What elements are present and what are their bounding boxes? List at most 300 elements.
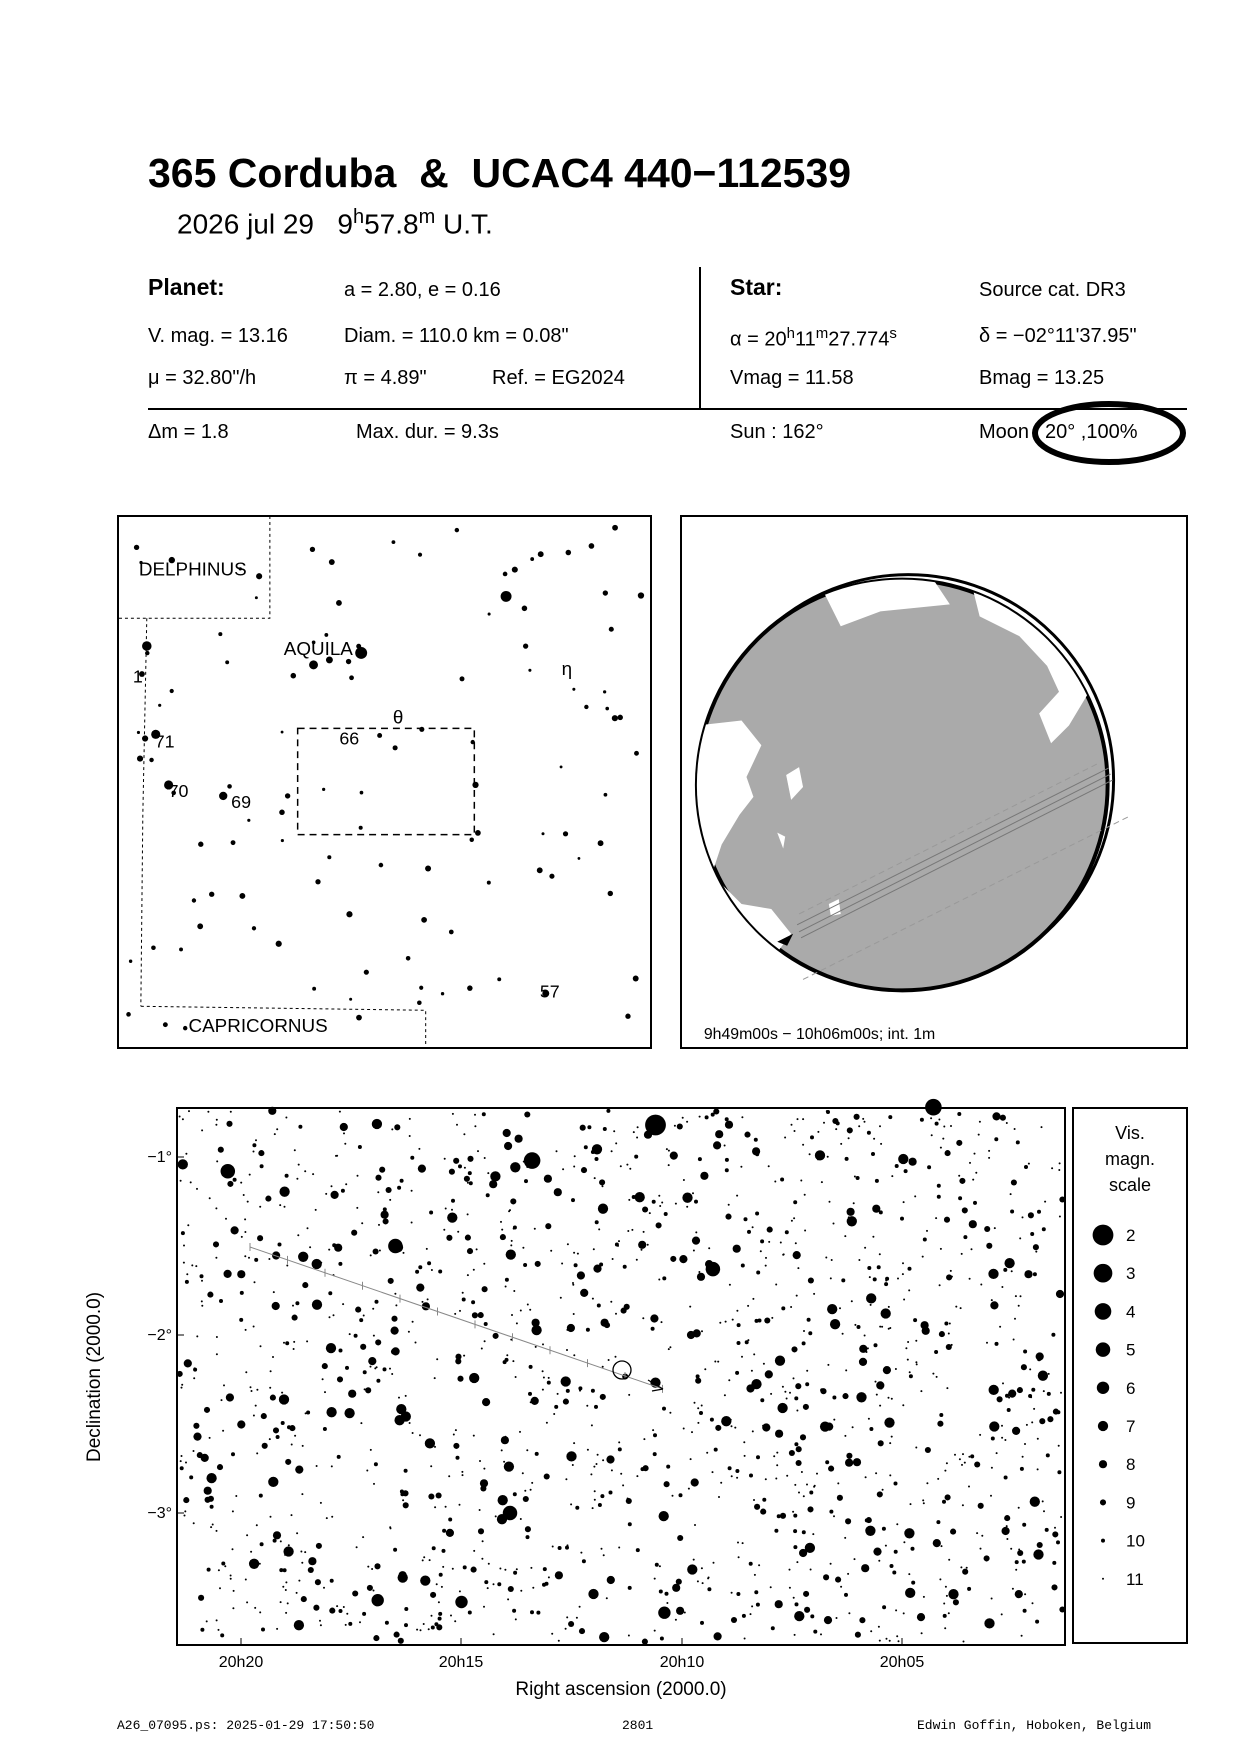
max-duration: Max. dur. = 9.3s [356, 421, 499, 443]
chart-star [394, 1632, 400, 1638]
chart-star [752, 1226, 754, 1228]
ra-hours: α = 20 [730, 328, 787, 351]
chart-star [935, 1122, 939, 1126]
chart-star [423, 1623, 425, 1625]
chart-star [682, 1193, 692, 1203]
chart-star [736, 1477, 738, 1479]
chart-star [768, 1241, 770, 1243]
chart-star [207, 1111, 209, 1113]
chart-star [1037, 1210, 1041, 1214]
chart-star [737, 1323, 741, 1327]
chart-star [388, 1278, 394, 1284]
planet-vmag: V. mag. = 13.16 [148, 325, 288, 347]
chart-star [431, 1615, 433, 1617]
chart-star [576, 1617, 578, 1619]
chart-star [994, 1227, 996, 1229]
chart-star [529, 1365, 533, 1369]
chart-star [183, 1262, 185, 1264]
chart-star [322, 1363, 328, 1369]
chart-star [237, 1420, 245, 1428]
chart-star [412, 1321, 414, 1323]
chart-star [436, 1624, 442, 1630]
chart-star [389, 1199, 391, 1201]
chart-star [322, 1378, 324, 1380]
chart-star [244, 1218, 246, 1220]
chart-star [731, 1475, 733, 1477]
chart-star [471, 1567, 477, 1573]
chart-star [765, 1370, 773, 1378]
chart-star [950, 1125, 952, 1127]
chart-star [590, 1473, 592, 1475]
chart-star [1012, 1427, 1020, 1435]
constellation-star [617, 715, 622, 720]
constellation-star [512, 567, 518, 573]
chart-star [903, 1201, 905, 1203]
chart-star [285, 1117, 287, 1119]
chart-star [367, 1585, 373, 1591]
chart-star [958, 1175, 960, 1177]
chart-star [676, 1607, 684, 1615]
chart-star [741, 1264, 745, 1268]
chart-star [530, 1489, 532, 1491]
chart-star [653, 1433, 657, 1437]
chart-star [484, 1580, 488, 1584]
chart-star [484, 1340, 486, 1342]
chart-star [666, 1602, 668, 1604]
chart-star [325, 1193, 327, 1195]
chart-star [803, 1404, 809, 1410]
chart-star [744, 1455, 746, 1457]
chart-star [375, 1300, 379, 1304]
chart-star [907, 1341, 909, 1343]
chart-star [629, 1168, 631, 1170]
constellation-star [419, 727, 424, 732]
chart-star [613, 1130, 615, 1132]
chart-star [1030, 1497, 1040, 1507]
constellation-star [406, 956, 411, 961]
chart-star [731, 1425, 733, 1427]
chart-star [342, 1303, 344, 1305]
chart-star [462, 1292, 464, 1294]
chart-star [602, 1366, 604, 1368]
chart-star [715, 1130, 723, 1138]
chart-star [911, 1547, 915, 1551]
chart-star [427, 1298, 429, 1300]
chart-star [939, 1284, 941, 1286]
chart-star [464, 1167, 466, 1169]
chart-star [232, 1607, 234, 1609]
chart-star [958, 1196, 962, 1200]
chart-star [895, 1164, 899, 1168]
chart-star [316, 1543, 322, 1549]
chart-star [566, 1616, 568, 1618]
chart-star [697, 1580, 699, 1582]
chart-star [216, 1530, 218, 1532]
constellation-star [183, 1026, 187, 1030]
chart-star [670, 1256, 676, 1262]
chart-star [1043, 1390, 1045, 1392]
chart-star [939, 1578, 941, 1580]
star-label-69: 69 [231, 791, 252, 812]
constellation-star [379, 863, 384, 868]
constellation-star [279, 810, 285, 816]
chart-star [660, 1637, 664, 1641]
chart-star [756, 1271, 760, 1275]
chart-star [1028, 1394, 1032, 1398]
chart-star [259, 1494, 263, 1498]
chart-star [251, 1390, 253, 1392]
constellation-star [197, 923, 203, 929]
chart-star [462, 1474, 464, 1476]
chart-star [1024, 1270, 1032, 1278]
chart-star [836, 1617, 838, 1619]
chart-star [894, 1550, 898, 1554]
constellation-star [142, 735, 148, 741]
chart-star [1010, 1193, 1012, 1195]
chart-star [302, 1282, 308, 1288]
y-axis-label: Declination (2000.0) [84, 1291, 105, 1463]
chart-star [962, 1504, 964, 1506]
chart-star [479, 1460, 481, 1462]
chart-star [699, 1116, 701, 1118]
chart-star [201, 1305, 203, 1307]
constellation-star [360, 791, 364, 795]
chart-star [216, 1336, 218, 1338]
chart-star [273, 1427, 279, 1433]
chart-star [432, 1546, 436, 1550]
chart-star [830, 1563, 832, 1565]
chart-star [954, 1454, 956, 1456]
chart-star [404, 1623, 408, 1627]
constellation-star [392, 540, 396, 544]
chart-star [845, 1157, 849, 1161]
chart-star [356, 1546, 358, 1548]
chart-star [529, 1309, 531, 1311]
chart-star [810, 1569, 812, 1571]
chart-star [374, 1367, 376, 1369]
chart-star [349, 1333, 351, 1335]
chart-star [523, 1496, 529, 1502]
chart-star [627, 1230, 629, 1232]
chart-star [459, 1310, 461, 1312]
chart-star [503, 1360, 507, 1364]
chart-star [222, 1430, 224, 1432]
constellation-star [578, 857, 581, 860]
chart-star [636, 1137, 638, 1139]
chart-star [936, 1520, 940, 1524]
chart-star [865, 1526, 875, 1536]
chart-star [591, 1150, 595, 1154]
chart-star [631, 1229, 633, 1231]
chart-star [372, 1119, 382, 1129]
chart-star [472, 1312, 478, 1318]
chart-star [422, 1301, 424, 1303]
chart-star [902, 1404, 904, 1406]
chart-star [483, 1606, 485, 1608]
chart-star [600, 1394, 606, 1400]
chart-star [201, 1280, 203, 1282]
chart-star [520, 1310, 522, 1312]
chart-star [948, 1589, 958, 1599]
chart-star [182, 1118, 184, 1120]
ra-minutes: 11 [794, 328, 816, 351]
chart-star [618, 1240, 620, 1242]
chart-star [627, 1498, 629, 1500]
chart-star [436, 1583, 438, 1585]
chart-star [881, 1308, 891, 1318]
chart-star [245, 1329, 247, 1331]
chart-star [908, 1267, 912, 1271]
chart-star [181, 1231, 185, 1235]
chart-star [193, 1450, 195, 1452]
chart-star [690, 1458, 692, 1460]
chart-star [319, 1620, 321, 1622]
chart-star [510, 1198, 516, 1204]
chart-star [381, 1211, 389, 1219]
chart-star [181, 1387, 183, 1389]
legend-mag-dot [1096, 1342, 1111, 1357]
chart-star [474, 1125, 476, 1127]
chart-star [875, 1472, 877, 1474]
chart-star [882, 1527, 886, 1531]
chart-star [339, 1349, 343, 1353]
constellation-star [346, 659, 351, 664]
chart-star [1020, 1467, 1024, 1471]
chart-star [997, 1396, 1003, 1402]
chart-star [946, 1462, 948, 1464]
chart-star [647, 1244, 649, 1246]
chart-star [250, 1386, 252, 1388]
chart-star [643, 1438, 645, 1440]
chart-star [796, 1295, 798, 1297]
chart-star [281, 1421, 285, 1425]
chart-star [401, 1411, 411, 1421]
chart-star [482, 1540, 484, 1542]
chart-star [827, 1304, 837, 1314]
chart-star [429, 1211, 433, 1215]
chart-star [580, 1552, 582, 1554]
constellation-star [312, 987, 316, 991]
chart-star [507, 1598, 509, 1600]
constellation-star [638, 592, 644, 598]
chart-star [961, 1253, 963, 1255]
chart-star [291, 1514, 293, 1516]
constellation-star [209, 892, 214, 897]
chart-star [909, 1158, 917, 1166]
chart-star [261, 1413, 267, 1419]
chart-star [225, 1218, 227, 1220]
chart-star [775, 1478, 777, 1480]
chart-star [572, 1464, 574, 1466]
star-source-catalog: Source cat. DR3 [979, 279, 1126, 301]
chart-star [215, 1257, 217, 1259]
chart-star [884, 1282, 888, 1286]
chart-star [1041, 1126, 1043, 1128]
chart-star [953, 1599, 959, 1605]
chart-star [652, 1200, 656, 1204]
chart-star [878, 1626, 880, 1628]
chart-star [939, 1331, 945, 1337]
chart-star [969, 1220, 977, 1228]
minute-unit: m [418, 206, 436, 228]
chart-star [193, 1377, 195, 1379]
chart-star [237, 1270, 245, 1278]
chart-star [298, 1252, 308, 1262]
chart-star [553, 1413, 555, 1415]
constellation-star [158, 704, 161, 707]
chart-star [944, 1322, 948, 1326]
chart-star [224, 1270, 232, 1278]
chart-star [662, 1276, 666, 1280]
chart-star [922, 1499, 924, 1501]
chart-star [913, 1318, 917, 1322]
chart-star [1022, 1216, 1024, 1218]
chart-star [479, 1509, 481, 1511]
chart-star [798, 1492, 800, 1494]
chart-star [905, 1347, 907, 1349]
chart-star [835, 1577, 841, 1583]
chart-star [328, 1291, 332, 1295]
chart-star [341, 1189, 345, 1193]
chart-star [844, 1435, 846, 1437]
chart-star [403, 1252, 405, 1254]
chart-star [805, 1543, 815, 1553]
chart-star [800, 1434, 806, 1440]
chart-star [404, 1469, 408, 1473]
chart-star [391, 1373, 393, 1375]
legend-mag-label: 2 [1126, 1226, 1136, 1245]
chart-star [698, 1271, 700, 1273]
constellation-star [324, 633, 328, 637]
chart-star [183, 1245, 185, 1247]
chart-star [430, 1465, 432, 1467]
chart-star [493, 1583, 495, 1585]
chart-star [684, 1612, 686, 1614]
star-label-eta: η [561, 657, 573, 679]
constellation-star [349, 675, 354, 680]
chart-star [598, 1503, 602, 1507]
chart-star [463, 1133, 465, 1135]
chart-star [497, 1582, 501, 1586]
chart-star [334, 1244, 342, 1252]
chart-star [946, 1344, 952, 1350]
chart-star [513, 1571, 517, 1575]
chart-star [941, 1545, 943, 1547]
chart-star [996, 1342, 998, 1344]
chart-star [274, 1133, 276, 1135]
chart-star [188, 1110, 190, 1112]
chart-star [253, 1326, 255, 1328]
chart-star [391, 1316, 397, 1322]
chart-star [839, 1307, 841, 1309]
chart-star [218, 1629, 220, 1631]
chart-star [689, 1306, 691, 1308]
chart-star [775, 1600, 783, 1608]
chart-star [870, 1304, 872, 1306]
chart-star [408, 1331, 410, 1333]
chart-star [571, 1198, 575, 1202]
chart-star [439, 1573, 443, 1577]
chart-star [291, 1444, 293, 1446]
chart-star [802, 1530, 806, 1534]
constellation-star [239, 893, 245, 899]
chart-star [900, 1217, 904, 1221]
chart-star [394, 1124, 400, 1130]
chart-bright-star [221, 1164, 236, 1179]
chart-star [1022, 1456, 1024, 1458]
chart-star [526, 1449, 528, 1451]
chart-star [542, 1343, 544, 1345]
chart-star [418, 1148, 420, 1150]
chart-star [245, 1579, 247, 1581]
chart-star [361, 1222, 363, 1224]
chart-star [429, 1559, 431, 1561]
chart-star [661, 1202, 663, 1204]
chart-star [974, 1461, 980, 1467]
chart-star [594, 1177, 596, 1179]
chart-star [991, 1467, 993, 1469]
chart-star [830, 1277, 832, 1279]
chart-star [1033, 1549, 1043, 1559]
chart-star [289, 1425, 295, 1431]
chart-star [391, 1327, 399, 1335]
chart-star [262, 1443, 268, 1449]
chart-star [268, 1477, 278, 1487]
chart-star [320, 1502, 322, 1504]
chart-star [747, 1230, 751, 1234]
chart-star [313, 1605, 319, 1611]
constellation-star [356, 644, 361, 649]
chart-star [946, 1595, 948, 1597]
chart-star [986, 1342, 988, 1344]
chart-star [218, 1147, 224, 1153]
chart-star [375, 1175, 381, 1181]
chart-star [1052, 1531, 1058, 1537]
chart-star [865, 1476, 867, 1478]
chart-star [1000, 1115, 1006, 1121]
chart-star [816, 1473, 818, 1475]
legend-mag-label: 6 [1126, 1378, 1136, 1398]
chart-star [615, 1356, 617, 1358]
chart-star [902, 1273, 904, 1275]
chart-star [969, 1278, 971, 1280]
chart-star [753, 1499, 755, 1501]
chart-star [938, 1119, 940, 1121]
chart-star [593, 1466, 595, 1468]
chart-star [937, 1421, 943, 1427]
chart-star [1015, 1560, 1019, 1564]
legend-mag-label: 9 [1126, 1493, 1136, 1513]
chart-star [273, 1539, 277, 1543]
constellation-star [129, 960, 132, 963]
chart-star [261, 1628, 265, 1632]
chart-star [298, 1580, 300, 1582]
chart-star [210, 1505, 214, 1509]
chart-star [213, 1241, 219, 1247]
chart-star [1015, 1295, 1017, 1297]
chart-star [254, 1607, 256, 1609]
chart-star [597, 1454, 599, 1456]
chart-star [256, 1524, 258, 1526]
chart-star [915, 1447, 917, 1449]
legend-mag-label: 3 [1126, 1264, 1136, 1284]
chart-star [265, 1196, 271, 1202]
chart-star [374, 1462, 378, 1466]
chart-star [792, 1511, 794, 1513]
chart-star [968, 1589, 970, 1591]
chart-star [719, 1322, 721, 1324]
chart-star [988, 1157, 990, 1159]
